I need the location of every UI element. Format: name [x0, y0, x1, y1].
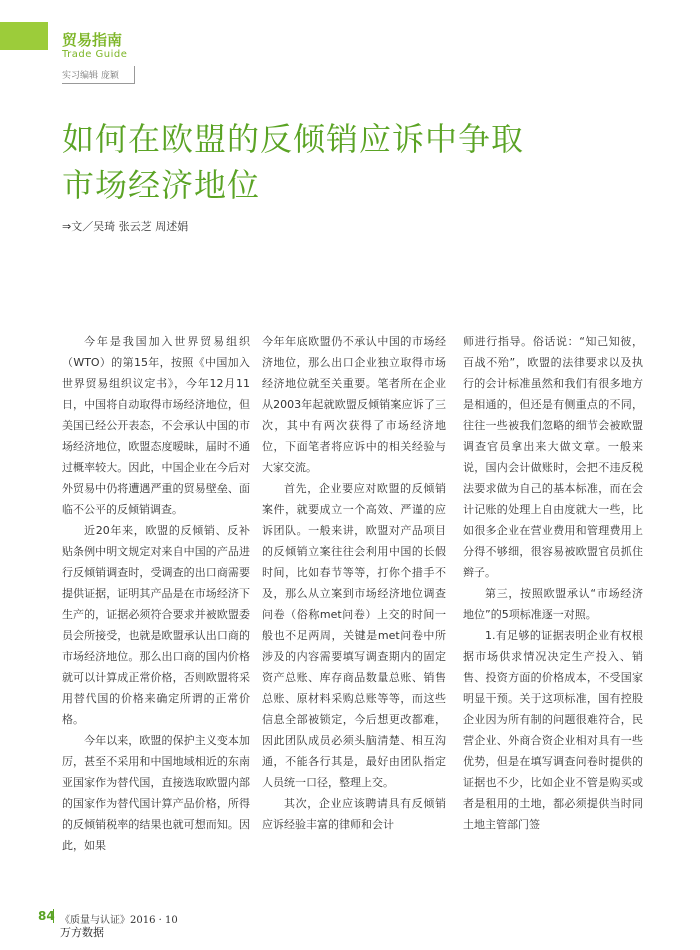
title-line-2: 市场经济地位: [62, 166, 261, 204]
page-number-divider: [53, 909, 54, 923]
page-number: 84: [38, 909, 55, 923]
journal-issue: 《质量与认证》2016 · 10: [60, 915, 178, 926]
paragraph: 首先，企业要应对欧盟的反倾销案件，就要成立一个高效、严谨的应诉团队。一般来讲，欧盟对产品项目的反倾销立案往往会利用中国的长假时间，比如春节等等，打你个措手不及，那么从立案到市场经济地位调查问卷（俗称met问卷）上交的时间一般也不足两周，关键是met问卷中所涉及的内容需要填写调查期内的固定资产总账、库存商品数量总账、销售总账、原材料采购总账等等，而这些信息全部被锁定，今后想更改都难，因此团队成员必须头脑清楚、相互沟通，不能各行其是，最好由团队指定人员统一口径，整理上交。: [262, 482, 446, 789]
body-column-1: [62, 331, 250, 856]
paragraph: 今年是我国加入世界贸易组织（WTO）的第15年，按照《中国加入世界贸易组织议定书》，今年12月11日，中国将自动取得市场经济地位，但美国已经公开表态，不会承认中国的市场经济地位，欧盟态度暧昧，届时不通过概率较大。因此，中国企业在今后对外贸易中仍将遭遇严重的贸易壁垒、面临不公平的反倾销调查。: [62, 335, 250, 516]
article-title: [62, 116, 524, 208]
section-color-bar: [0, 22, 48, 50]
body-column-3: [463, 331, 643, 835]
paragraph: 第三，按照欧盟承认“市场经济地位”的5项标准逐一对照。: [463, 587, 643, 621]
section-title-en: Trade Guide: [62, 49, 128, 60]
paragraph: 今年年底欧盟仍不承认中国的市场经济地位，那么出口企业独立取得市场经济地位就至关重要。笔者所在企业从2003年起就欧盟反倾销案应诉了三次，其中有两次获得了市场经济地位，下面笔者将应诉中的相关经验与大家交流。: [262, 335, 446, 474]
section-title-cn: 贸易指南: [62, 31, 123, 49]
editor-underline: [62, 83, 134, 84]
paragraph: 其次，企业应该聘请具有反倾销应诉经验丰富的律师和会计: [262, 797, 446, 831]
editor-credit: 实习编辑 庞颖: [62, 71, 119, 81]
paragraph: 今年以来，欧盟的保护主义变本加厉，甚至不采用和中国地域相近的东南亚国家作为替代国，直接选取欧盟内部的国家作为替代国计算产品价格，所得的反倾销税率的结果也就可想而知。因此，如果: [62, 734, 250, 852]
article-authors: ⇒文／吴琦 张云芝 周述娟: [62, 220, 189, 233]
body-column-2: [262, 331, 446, 835]
watermark-text: 万方数据: [60, 926, 104, 939]
title-line-1: 如何在欧盟的反倾销应诉中争取: [62, 120, 525, 158]
paragraph: 师进行指导。俗话说：“知己知彼，百战不殆”，欧盟的法律要求以及执行的会计标准虽然和我们有很多地方是相通的，但还是有侧重点的不同，往往一些被我们忽略的细节会被欧盟调查官员拿出来大做文章。一般来说，国内会计做账时，会把不违反税法要求做为自己的基本标准，而在会计记账的处理上自由度就大一些，比如很多企业在营业费用和管理费用上分得不够细，很容易被欧盟官员抓住辫子。: [463, 335, 643, 579]
editor-divider: [134, 66, 135, 84]
paragraph: 1.有足够的证据表明企业有权根据市场供求情况决定生产投入、销售、投资方面的价格成本，不受国家明显干预。关于这项标准，国有控股企业因为所有制的问题很难符合，民营企业、外商合资企业相对具有一些优势，但是在填写调查问卷时提供的证据也不少，比如企业不管是购买或者是租用的土地，都必须提供当时同土地主管部门签: [463, 629, 643, 831]
paragraph: 近20年来，欧盟的反倾销、反补贴条例中明文规定对来自中国的产品进行反倾销调查时，受调查的出口商需要提供证据，证明其产品是在市场经济下生产的，证据必须符合要求并被欧盟委员会所接受，也就是欧盟承认出口商的市场经济地位。那么出口商的国内价格就可以计算成正常价格，否则欧盟将采用替代国的价格来确定所谓的正常价格。: [62, 524, 250, 726]
